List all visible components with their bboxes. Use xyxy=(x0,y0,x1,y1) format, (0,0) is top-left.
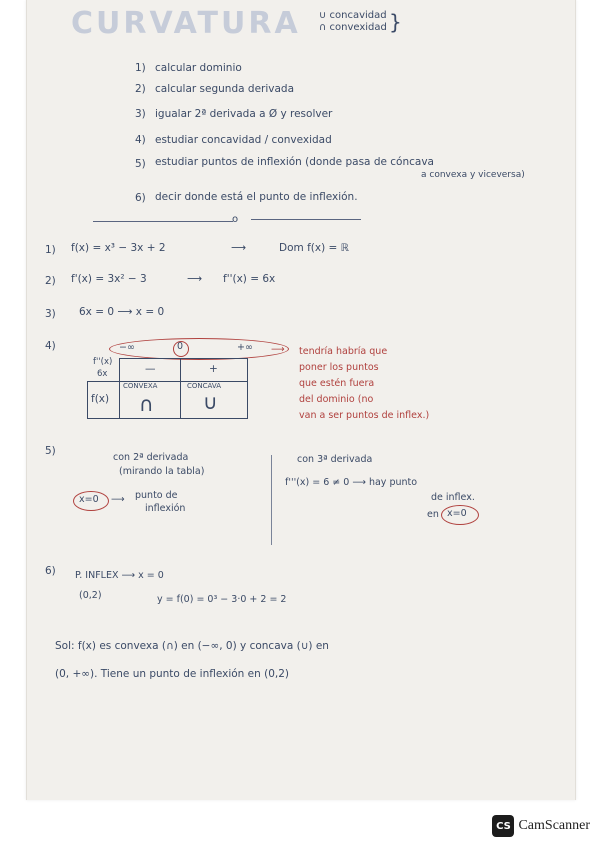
convexity-note: ∩ convexidad xyxy=(319,22,387,33)
step-2-text: calcular segunda derivada xyxy=(155,83,295,95)
step-3-num: 3) xyxy=(135,108,146,120)
camscanner-logo-icon: CS xyxy=(492,815,514,837)
divider-left xyxy=(93,221,233,222)
step5-right-line1: con 3ª derivada xyxy=(297,454,373,465)
step-4-num: 4) xyxy=(135,134,146,146)
solution-line-2: (0, +∞). Tiene un punto de inflexión en (0,2) xyxy=(55,668,290,680)
col-left-label: CONVEXA xyxy=(123,382,158,390)
zero-label: 0 xyxy=(177,341,184,352)
step5-left-circled: x=0 xyxy=(79,494,99,505)
step5-right-circled: x=0 xyxy=(447,508,467,519)
work-2-num: 2) xyxy=(45,275,56,287)
step5-right-line3: de inflex. xyxy=(431,492,475,503)
minus-infinity-label: −∞ xyxy=(119,342,135,353)
step-4-text: estudiar concavidad / convexidad xyxy=(155,134,332,146)
work-3-expr: 6x = 0 ⟶ x = 0 xyxy=(79,306,165,318)
note-line-4: del dominio (no xyxy=(299,394,374,405)
step5-left-arrow: ⟶ xyxy=(111,494,125,505)
note-line-1: tendría habría que xyxy=(299,346,388,357)
divider-mark: o xyxy=(232,214,239,225)
step-6-num: 6) xyxy=(135,192,146,204)
sign-right: + xyxy=(209,363,218,375)
camscanner-brand: CamScanner xyxy=(518,818,590,833)
step5-left-line1: con 2ª derivada xyxy=(113,452,189,463)
work-1-num: 1) xyxy=(45,244,56,256)
scanned-page xyxy=(26,0,576,800)
step-1-text: calcular dominio xyxy=(155,62,242,74)
step5-left-result-2: inflexión xyxy=(145,503,186,514)
note-line-5: van a ser puntos de inflex.) xyxy=(299,410,430,421)
row2-label: f(x) xyxy=(91,393,110,405)
step5-separator xyxy=(271,455,272,545)
step5-num: 5) xyxy=(45,445,56,457)
step6-line1: P. INFLEX ⟶ x = 0 xyxy=(75,570,164,581)
sign-left: — xyxy=(145,363,156,375)
step-6-text: decir donde está el punto de inflexión. xyxy=(155,191,358,203)
step5-right-line4: en xyxy=(427,509,439,520)
col-right-label: CONCAVA xyxy=(187,382,221,390)
step-1-num: 1) xyxy=(135,62,146,74)
table-step-num: 4) xyxy=(45,340,56,352)
step6-num: 6) xyxy=(45,565,56,577)
row1-label-a: f''(x) xyxy=(93,357,113,367)
work-1-arrow: ⟶ xyxy=(231,242,247,254)
step-3-text: igualar 2ª derivada a Ø y resolver xyxy=(155,108,333,120)
interval-outline xyxy=(109,338,289,360)
work-2-arrow: ⟶ xyxy=(187,273,203,285)
row1-label-b: 6x xyxy=(97,369,108,379)
step5-left-line2: (mirando la tabla) xyxy=(119,466,205,477)
camscanner-watermark xyxy=(492,814,590,838)
work-2-expr: f'(x) = 3x² − 3 xyxy=(71,273,147,285)
step-2-num: 2) xyxy=(135,83,146,95)
work-1-result: Dom f(x) = ℝ xyxy=(279,242,349,254)
note-arrow: ⟶ xyxy=(271,344,285,355)
step-5-cont: a convexa y viceversa) xyxy=(421,170,525,180)
step6-point: (0,2) xyxy=(79,590,102,601)
work-2-result: f''(x) = 6x xyxy=(223,273,276,285)
concavity-note: ∪ concavidad xyxy=(319,10,387,21)
solution-line-1: Sol: f(x) es convexa (∩) en (−∞, 0) y concava (∪) en xyxy=(55,640,329,652)
step5-left-result-1: punto de xyxy=(135,490,178,501)
step5-right-expr: f'''(x) = 6 ≠ 0 ⟶ hay punto xyxy=(285,477,418,488)
note-line-2: poner los puntos xyxy=(299,362,379,373)
plus-infinity-label: +∞ xyxy=(237,342,253,353)
brace-connector: } xyxy=(389,10,402,34)
step6-calc: y = f(0) = 0³ − 3·0 + 2 = 2 xyxy=(157,594,287,605)
step-5-num: 5) xyxy=(135,158,146,170)
work-1-expr: f(x) = x³ − 3x + 2 xyxy=(71,242,166,254)
note-line-3: que estén fuera xyxy=(299,378,375,389)
shape-left: ∩ xyxy=(139,392,154,416)
shape-right: ∪ xyxy=(203,390,218,414)
divider-right xyxy=(251,219,361,220)
step-5-text: estudiar puntos de inflexión (donde pasa de cóncava xyxy=(155,156,434,168)
work-3-num: 3) xyxy=(45,308,56,320)
page-title: CURVATURA xyxy=(71,6,301,41)
